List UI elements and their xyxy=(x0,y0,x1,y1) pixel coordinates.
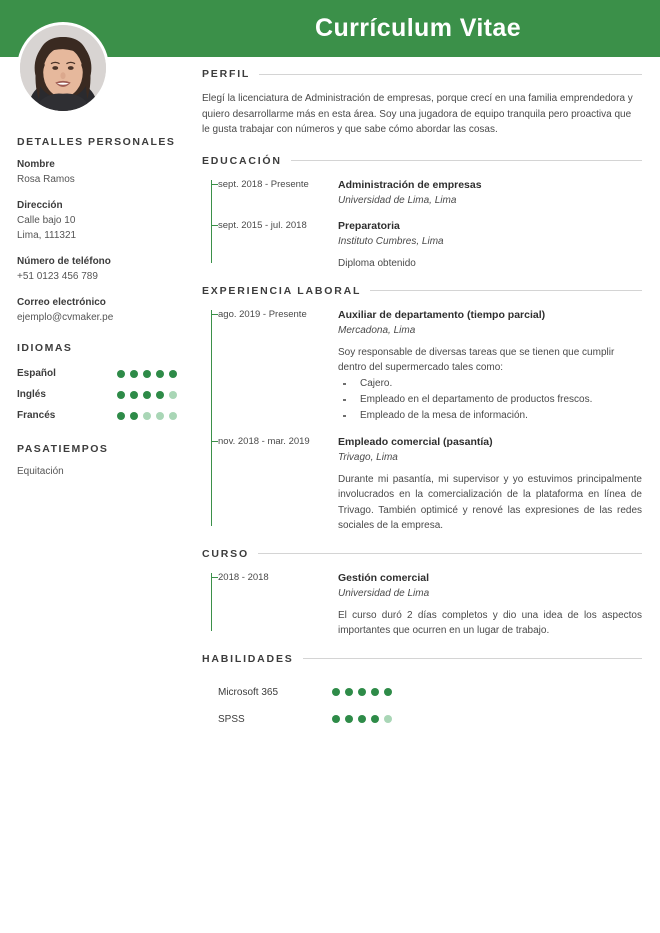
rating-dot-empty xyxy=(384,715,392,723)
rating-dot-filled xyxy=(358,688,366,696)
rating-dot-empty xyxy=(156,412,164,420)
rating-dot-filled xyxy=(169,370,177,378)
experience-entry xyxy=(218,308,642,424)
skills-list xyxy=(196,679,642,733)
rating-dot-empty xyxy=(143,412,151,420)
entry-date: 2018 - 2018 xyxy=(218,571,269,583)
language-label: Español xyxy=(17,368,56,379)
skill-label: Microsoft 365 xyxy=(218,686,279,698)
skill-row xyxy=(218,679,642,706)
skill-rating-dots xyxy=(332,715,392,723)
profile-photo-illustration xyxy=(20,25,106,111)
profile-section-header xyxy=(196,68,642,80)
entry-subtitle: Universidad de Lima xyxy=(338,587,430,599)
personal-detail-name xyxy=(17,157,187,187)
section-rule xyxy=(291,160,642,161)
hobbies-heading: PASATIEMPOS xyxy=(17,443,109,455)
experience-section-header xyxy=(196,285,642,297)
entry-body xyxy=(324,571,642,639)
field-label: Nombre xyxy=(17,159,55,170)
languages-heading: IDIOMAS xyxy=(17,342,73,354)
entry-subtitle: Universidad de Lima, Lima xyxy=(338,194,457,206)
skills-section-header xyxy=(196,653,642,665)
entry-description: Soy responsable de diversas tareas que se tienen que cumplir dentro del supermercado tales como: xyxy=(338,346,615,373)
entry-note: Diploma obtenido xyxy=(338,257,416,269)
language-row xyxy=(17,384,187,405)
entry-description: Durante mi pasantía, mi supervisor y yo estuvimos principalmente involucrados en la comercialización de la plataforma en línea de Trivago. También optimicé y renové las expresiones de las redes sociales de la empresa. xyxy=(338,473,642,531)
rating-dot-filled xyxy=(117,391,125,399)
section-heading: EDUCACIÓN xyxy=(202,154,282,167)
entry-title: Administración de empresas xyxy=(338,178,482,191)
language-label: Francés xyxy=(17,410,56,421)
experience-timeline xyxy=(196,308,642,534)
rating-dot-filled xyxy=(371,715,379,723)
entry-body xyxy=(324,178,642,208)
personal-detail-phone xyxy=(17,254,187,284)
field-value: ejemplo@cvmaker.pe xyxy=(17,312,114,323)
rating-dot-filled xyxy=(345,715,353,723)
education-entry xyxy=(218,219,642,271)
entry-body xyxy=(324,219,642,271)
rating-dot-filled xyxy=(332,688,340,696)
rating-dot-filled xyxy=(371,688,379,696)
section-heading: CURSO xyxy=(202,547,249,560)
language-rating-dots xyxy=(117,391,177,399)
rating-dot-filled xyxy=(117,370,125,378)
field-value: Rosa Ramos xyxy=(17,174,75,185)
entry-title: Preparatoria xyxy=(338,219,400,232)
entry-date: nov. 2018 - mar. 2019 xyxy=(218,435,310,447)
field-label: Correo electrónico xyxy=(17,297,106,308)
entry-title: Empleado comercial (pasantía) xyxy=(338,435,493,448)
rating-dot-filled xyxy=(143,370,151,378)
entry-subtitle: Trivago, Lima xyxy=(338,451,398,463)
rating-dot-filled xyxy=(358,715,366,723)
profile-text: Elegí la licenciatura de Administración de empresas, porque crecí en una familia emprendedora y quiero desarrollarme más en esta área. Soy una jugadora de equipo tranquila pero proactiva que le gusta trabajar con números y que sabe cómo abordar las cosas. xyxy=(202,93,633,135)
personal-detail-email xyxy=(17,295,187,325)
field-value: Lima, 111321 xyxy=(17,230,77,241)
rating-dot-filled xyxy=(117,412,125,420)
entry-body xyxy=(324,435,642,534)
list-item: Empleado en el departamento de productos frescos. xyxy=(338,392,642,408)
section-rule xyxy=(258,553,642,554)
section-heading: HABILIDADES xyxy=(202,652,294,665)
rating-dot-empty xyxy=(169,412,177,420)
rating-dot-filled xyxy=(130,412,138,420)
rating-dot-empty xyxy=(169,391,177,399)
entry-title: Auxiliar de departamento (tiempo parcial) xyxy=(338,308,546,321)
entry-date: sept. 2018 - Presente xyxy=(218,178,309,190)
language-label: Inglés xyxy=(17,389,46,400)
rating-dot-filled xyxy=(156,370,164,378)
profile-photo xyxy=(20,25,106,111)
course-entry xyxy=(218,571,642,639)
experience-section xyxy=(196,285,642,534)
language-rating-dots xyxy=(117,412,177,420)
profile-section xyxy=(196,68,642,138)
list-item: Cajero. xyxy=(338,376,642,392)
section-rule xyxy=(259,74,642,75)
field-label: Número de teléfono xyxy=(17,256,111,267)
course-timeline xyxy=(196,571,642,639)
rating-dot-filled xyxy=(130,391,138,399)
list-item: Empleado de la mesa de información. xyxy=(338,408,642,424)
skill-row xyxy=(218,706,642,733)
education-section-header xyxy=(196,155,642,167)
skills-section xyxy=(196,653,642,733)
rating-dot-filled xyxy=(332,715,340,723)
main-content xyxy=(196,68,642,735)
field-value: Calle bajo 10 xyxy=(17,215,76,226)
entry-title: Gestión comercial xyxy=(338,571,430,584)
course-section-header xyxy=(196,548,642,560)
avatar xyxy=(17,22,109,114)
language-row xyxy=(17,363,187,384)
skill-rating-dots xyxy=(332,688,392,696)
personal-details-section xyxy=(17,136,187,325)
personal-details-heading: DETALLES PERSONALES xyxy=(17,136,176,148)
education-entry xyxy=(218,178,642,208)
experience-entry xyxy=(218,435,642,534)
section-rule xyxy=(303,658,642,659)
section-heading: PERFIL xyxy=(202,68,251,80)
section-rule xyxy=(370,290,642,291)
entry-description: El curso duró 2 días completos y dio una idea de los aspectos importantes que ocurren en un lugar de trabajo. xyxy=(338,609,642,636)
language-rating-dots xyxy=(117,370,177,378)
hobbies-section xyxy=(17,443,187,479)
education-timeline xyxy=(196,178,642,271)
rating-dot-filled xyxy=(156,391,164,399)
education-section xyxy=(196,155,642,271)
skill-label: SPSS xyxy=(218,713,245,725)
languages-section xyxy=(17,342,187,426)
language-row xyxy=(17,405,187,426)
entry-date: sept. 2015 - jul. 2018 xyxy=(218,219,307,231)
field-value: +51 0123 456 789 xyxy=(17,271,98,282)
entry-subtitle: Instituto Cumbres, Lima xyxy=(338,235,444,247)
rating-dot-filled xyxy=(143,391,151,399)
sidebar xyxy=(17,136,187,479)
personal-detail-address xyxy=(17,198,187,243)
rating-dot-filled xyxy=(345,688,353,696)
section-heading: EXPERIENCIA LABORAL xyxy=(202,284,362,297)
course-section xyxy=(196,548,642,639)
page-title: Currículum Vitae xyxy=(315,14,521,42)
entry-date: ago. 2019 - Presente xyxy=(218,308,307,320)
entry-body xyxy=(324,308,642,424)
entry-subtitle: Mercadona, Lima xyxy=(338,324,416,336)
rating-dot-filled xyxy=(384,688,392,696)
field-label: Dirección xyxy=(17,200,63,211)
rating-dot-filled xyxy=(130,370,138,378)
hobby-item: Equitación xyxy=(17,466,64,477)
entry-bullet-list xyxy=(338,376,642,424)
